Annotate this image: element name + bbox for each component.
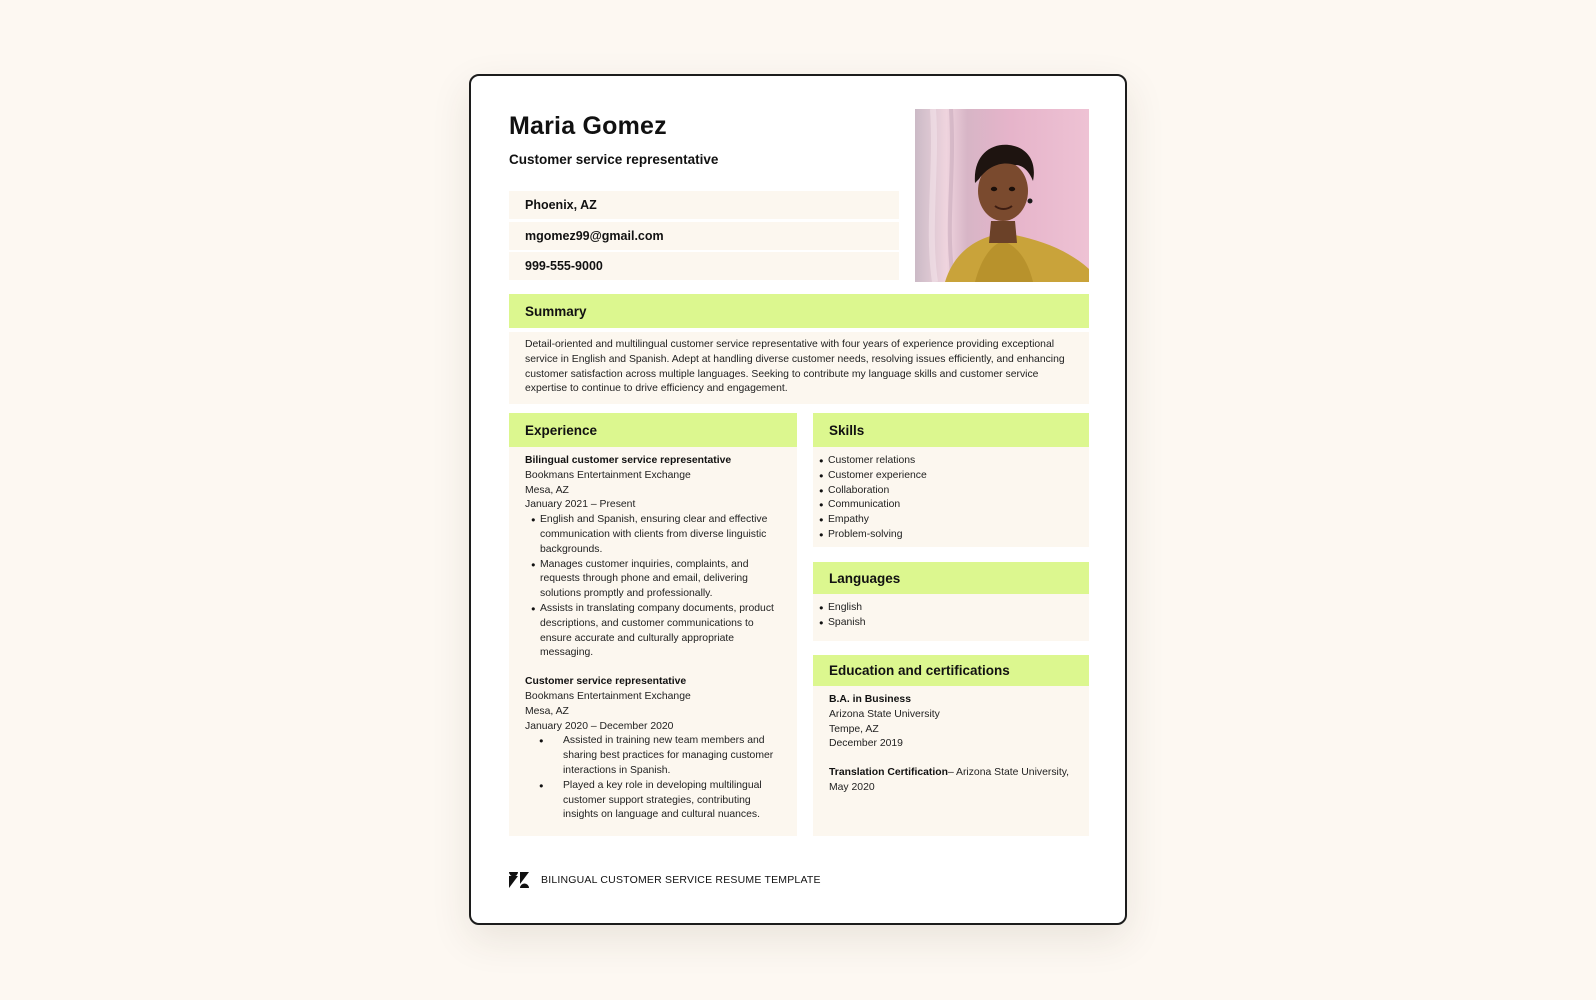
- skills-body: [813, 447, 1089, 547]
- job-role: Bilingual customer service representative: [525, 455, 732, 466]
- school: Arizona State University: [829, 708, 940, 720]
- resume-card: [469, 74, 1127, 925]
- summary-heading: Summary: [525, 303, 587, 319]
- job-entry: [525, 675, 783, 823]
- education-header: [813, 655, 1089, 686]
- job-dates: January 2020 – December 2020: [525, 720, 674, 732]
- skill-item: ● Empathy: [813, 513, 1079, 528]
- experience-header: [509, 413, 797, 447]
- language-item: ● Spanish: [813, 616, 1079, 631]
- job-bullet: ● Assists in translating company documents, product descriptions, and customer communications to ensure accurate and culturally appropriate messaging.: [525, 602, 783, 661]
- school-location: Tempe, AZ: [829, 723, 879, 735]
- job-bullet: ● Assisted in training new team members and sharing best practices for managing customer interactions in Spanish.: [525, 734, 783, 778]
- graduation-date: December 2019: [829, 738, 903, 750]
- contact-location: Phoenix, AZ: [509, 191, 899, 219]
- education-heading: Education and certifications: [829, 663, 1010, 678]
- degree: B.A. in Business: [829, 694, 911, 705]
- resume-name: Maria Gomez: [509, 112, 667, 140]
- job-dates: January 2021 – Present: [525, 499, 636, 511]
- experience-heading: Experience: [525, 422, 598, 438]
- languages-heading: Languages: [829, 570, 901, 586]
- skills-heading: Skills: [829, 422, 865, 438]
- skills-list: [813, 454, 1079, 543]
- footer-label: BILINGUAL CUSTOMER SERVICE RESUME TEMPLATE: [541, 874, 821, 886]
- contact-phone: 999-555-9000: [509, 252, 899, 280]
- job-bullet: ● Played a key role in developing multilingual customer support strategies, contributing insights on language and cultural nuances.: [525, 779, 783, 823]
- contact-email: mgomez99@gmail.com: [509, 222, 899, 250]
- job-role: Customer service representative: [525, 676, 687, 688]
- languages-body: [813, 594, 1089, 641]
- skill-item: ● Problem-solving: [813, 528, 1079, 543]
- skill-item: ● Customer experience: [813, 469, 1079, 484]
- certification-name: Translation Certification: [829, 767, 948, 779]
- languages-header: [813, 562, 1089, 594]
- summary-body: [509, 332, 1089, 404]
- language-item: ● English: [813, 601, 1079, 616]
- skills-header: [813, 413, 1089, 447]
- skill-item: ● Communication: [813, 498, 1079, 513]
- job-entry: [525, 454, 783, 661]
- job-bullets: [525, 734, 783, 823]
- skill-item: ● Collaboration: [813, 484, 1079, 499]
- portrait-illustration: [915, 109, 1089, 282]
- resume-job-title: Customer service representative: [509, 152, 719, 167]
- summary-text: Detail-oriented and multilingual customer service representative with four years of experience providing exceptional service in English and Spanish. Adept at handling diverse customer needs, resolving issues efficiently, and enhancing customer satisfaction across multiple languages. Seeking to contribute my language skills and customer service expertise to continue to drive efficiency and engagement.: [525, 339, 1065, 395]
- zendesk-logo-icon: [509, 872, 529, 888]
- certification-detail: – Arizona State University, May 2020: [829, 767, 1070, 793]
- experience-body: [509, 447, 797, 836]
- summary-header: [509, 294, 1089, 328]
- job-company: Bookmans Entertainment Exchange: [525, 690, 691, 702]
- job-location: Mesa, AZ: [525, 705, 569, 717]
- certification: [829, 766, 1077, 796]
- job-location: Mesa, AZ: [525, 484, 569, 496]
- portrait-photo: [915, 109, 1089, 282]
- skill-item: ● Customer relations: [813, 454, 1079, 469]
- job-bullet: ● English and Spanish, ensuring clear and effective communication with clients from diverse linguistic backgrounds.: [525, 513, 783, 557]
- job-company: Bookmans Entertainment Exchange: [525, 469, 691, 481]
- education-body: [813, 686, 1089, 836]
- job-bullets: [525, 513, 783, 661]
- languages-list: [813, 601, 1079, 631]
- job-bullet: ● Manages customer inquiries, complaints, and requests through phone and email, delivering solutions promptly and professionally.: [525, 558, 783, 602]
